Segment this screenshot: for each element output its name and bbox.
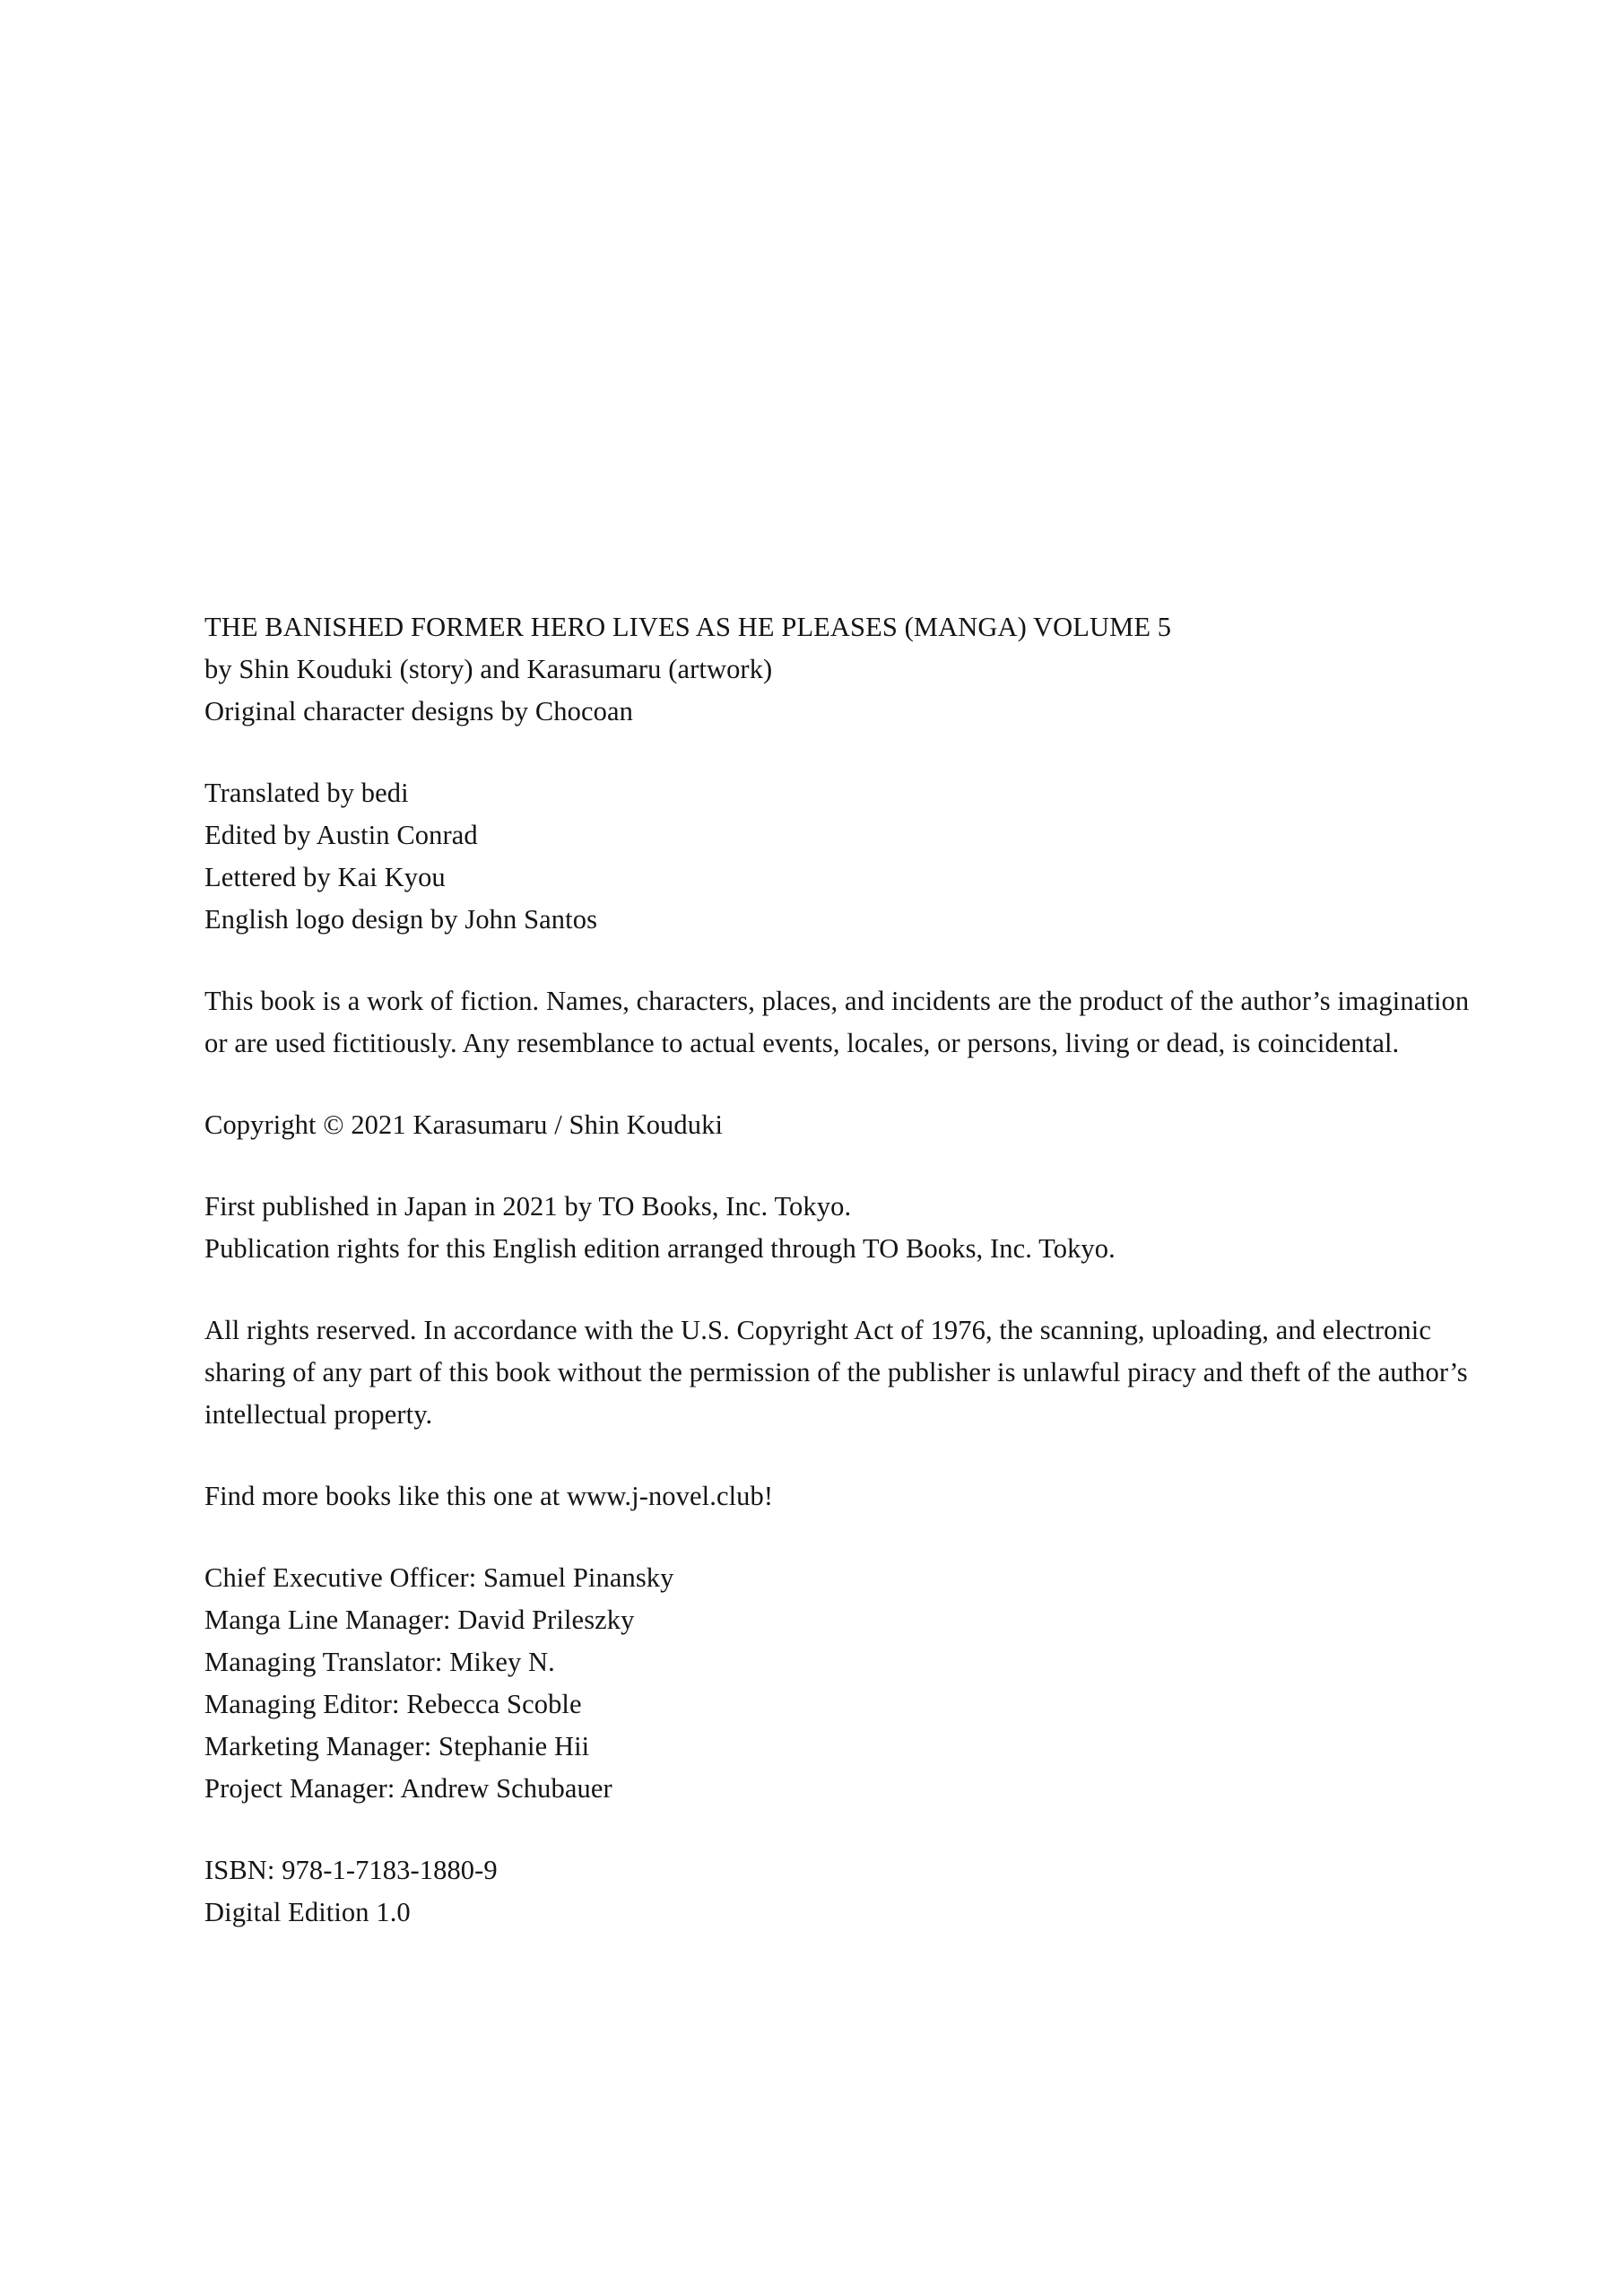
isbn: ISBN: 978-1-7183-1880-9 xyxy=(204,1855,498,1885)
staff-manga-line-manager: Manga Line Manager: David Prileszky xyxy=(204,1605,635,1635)
fiction-disclaimer-block xyxy=(204,980,1487,1065)
character-designer-credit: Original character designs by Chocoan xyxy=(204,696,633,726)
promo-block xyxy=(204,1475,1487,1518)
title-block xyxy=(204,606,1487,733)
first-published-notice: First published in Japan in 2021 by TO Books, Inc. Tokyo. xyxy=(204,1191,852,1222)
staff-marketing-manager: Marketing Manager: Stephanie Hii xyxy=(204,1731,590,1761)
staff-managing-editor: Managing Editor: Rebecca Scoble xyxy=(204,1689,582,1719)
rights-reserved-block xyxy=(204,1309,1487,1436)
publication-block xyxy=(204,1186,1487,1270)
identifiers-block xyxy=(204,1849,1487,1934)
fiction-disclaimer: This book is a work of fiction. Names, characters, places, and incidents are the product of the author’s imagination or are used fictitiously. Any resemblance to actual events, locales, or persons, living or dead, is coincidental. xyxy=(204,986,1470,1058)
translator-credit: Translated by bedi xyxy=(204,778,409,808)
editor-credit: Edited by Austin Conrad xyxy=(204,820,478,850)
copyright-notice-block xyxy=(204,1104,1487,1146)
promo-line: Find more books like this one at www.j-novel.club! xyxy=(204,1481,774,1511)
staff-ceo: Chief Executive Officer: Samuel Pinansky xyxy=(204,1562,674,1593)
digital-edition: Digital Edition 1.0 xyxy=(204,1897,411,1927)
staff-block xyxy=(204,1557,1487,1810)
staff-project-manager: Project Manager: Andrew Schubauer xyxy=(204,1773,612,1804)
rights-reserved-notice: All rights reserved. In accordance with the U.S. Copyright Act of 1976, the scanning, uploading, and electronic sharing of any part of this book without the permission of the publisher is unlawful piracy and theft of the author’s intellectual property. xyxy=(204,1315,1468,1430)
production-credits-block xyxy=(204,772,1487,941)
staff-managing-translator: Managing Translator: Mikey N. xyxy=(204,1647,555,1677)
book-byline: by Shin Kouduki (story) and Karasumaru (artwork) xyxy=(204,654,773,684)
letterer-credit: Lettered by Kai Kyou xyxy=(204,862,446,892)
logo-designer-credit: English logo design by John Santos xyxy=(204,904,598,935)
publication-rights-notice: Publication rights for this English edition arranged through TO Books, Inc. Tokyo. xyxy=(204,1233,1116,1264)
book-title: THE BANISHED FORMER HERO LIVES AS HE PLEASES (MANGA) VOLUME 5 xyxy=(204,612,1172,642)
copyright-text-column xyxy=(204,606,1487,1934)
copyright-notice: Copyright © 2021 Karasumaru / Shin Kouduki xyxy=(204,1109,724,1140)
